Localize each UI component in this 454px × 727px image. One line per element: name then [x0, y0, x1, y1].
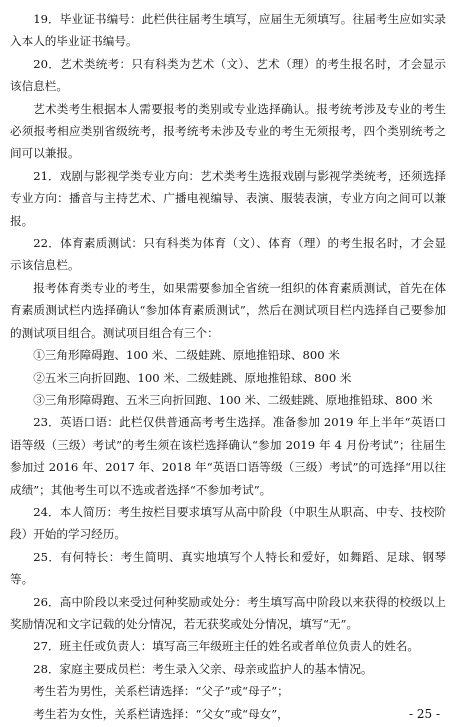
paragraph-25: 25．有何特长：考生简明、真实地填写个人特长和爱好，如舞蹈、足球、钢琴等。 — [10, 549, 446, 587]
paragraph-20: 20．艺术类统考：只有科类为艺术（文）、艺术（理）的考生报名时，才会显示该信息栏。 — [10, 56, 446, 94]
paragraph-20-detail: 艺术类考生根据本人需要报考的类别或专业选择确认。报考统考涉及专业的考生必须报考相应类别省级统考，报考统考未涉及专业的考生无须报考，四个类别统考之间可以兼报。 — [10, 101, 446, 161]
paragraph-28: 28．家庭主要成员栏：考生录入父亲、母亲或监护人的基本情况。 — [33, 661, 373, 676]
paragraph-26: 26．高中阶段以来受过何种奖励或处分：考生填写高中阶段以来获得的校级以上奖励情况和文字记载的处分情况，若无获奖或处分情况，填写“无”。 — [10, 594, 446, 631]
paragraph-27: 27．班主任或负责人：填写高三年级班主任的姓名或者单位负责人的姓名。 — [33, 639, 419, 654]
test-option-3: ③三角形障碍跑、五米三向折回跑、100 米、二级蛙跳、原地推铅球、800 米 — [33, 392, 433, 407]
paragraph-21: 21．戏剧与影视学类专业方向：艺术类考生选报戏剧与影视学类统考，还须选择专业方向：播音与主持艺术、广播电视编导、表演、服装表演，专业方向之间可以兼报。 — [10, 168, 446, 228]
paragraph-23: 23．英语口语：此栏仅供普通高考考生选择。准备参加 2019 年上半年“英语口语等级（三级）考试”的考生须在该栏选择确认“参加 2019 年 4 月份考试”；往届生参加过 2016 年、2017 年、2018 年“英语口语等级（三级）考试”的可选择“用以往成绩”；其他考生可以不选或者选择“不参加考试”。 — [10, 415, 446, 497]
paragraph-22: 22．体育素质测试：只有科类为体育（文）、体育（理）的考生报名时，才会显示该信息栏。 — [10, 236, 446, 273]
relation-female: 考生若为女性，关系栏请选择：“父女”或“母女”， — [33, 706, 289, 721]
test-option-1: ①三角形障碍跑、100 米、二级蛙跳、原地推铅球、800 米 — [33, 348, 340, 363]
test-option-2: ②五米三向折回跑、100 米、二级蛙跳、原地推铅球、800 米 — [33, 370, 352, 385]
document-body — [10, 8, 446, 725]
paragraph-24: 24．本人简历：考生按栏目要求填写从高中阶段（中职生从职高、中专、技校阶段）开始的学习经历。 — [10, 504, 446, 542]
paragraph-19: 19．毕业证书编号：此栏供往届考生填写，应届生无须填写。往届考生应如实录入本人的毕业证书编号。 — [10, 12, 446, 49]
paragraph-22-detail: 报考体育类专业的考生，如果需要参加全省统一组织的体育素质测试，首先在体育素质测试栏内选择确认“参加体育素质测试”，然后在测试项目栏内选择自己要参加的测试项目组合。测试项目组合有三个： — [10, 280, 446, 340]
relation-male: 考生若为男性，关系栏请选择：“父子”或“母子”； — [33, 684, 289, 699]
page-number: - 25 - — [408, 707, 440, 721]
